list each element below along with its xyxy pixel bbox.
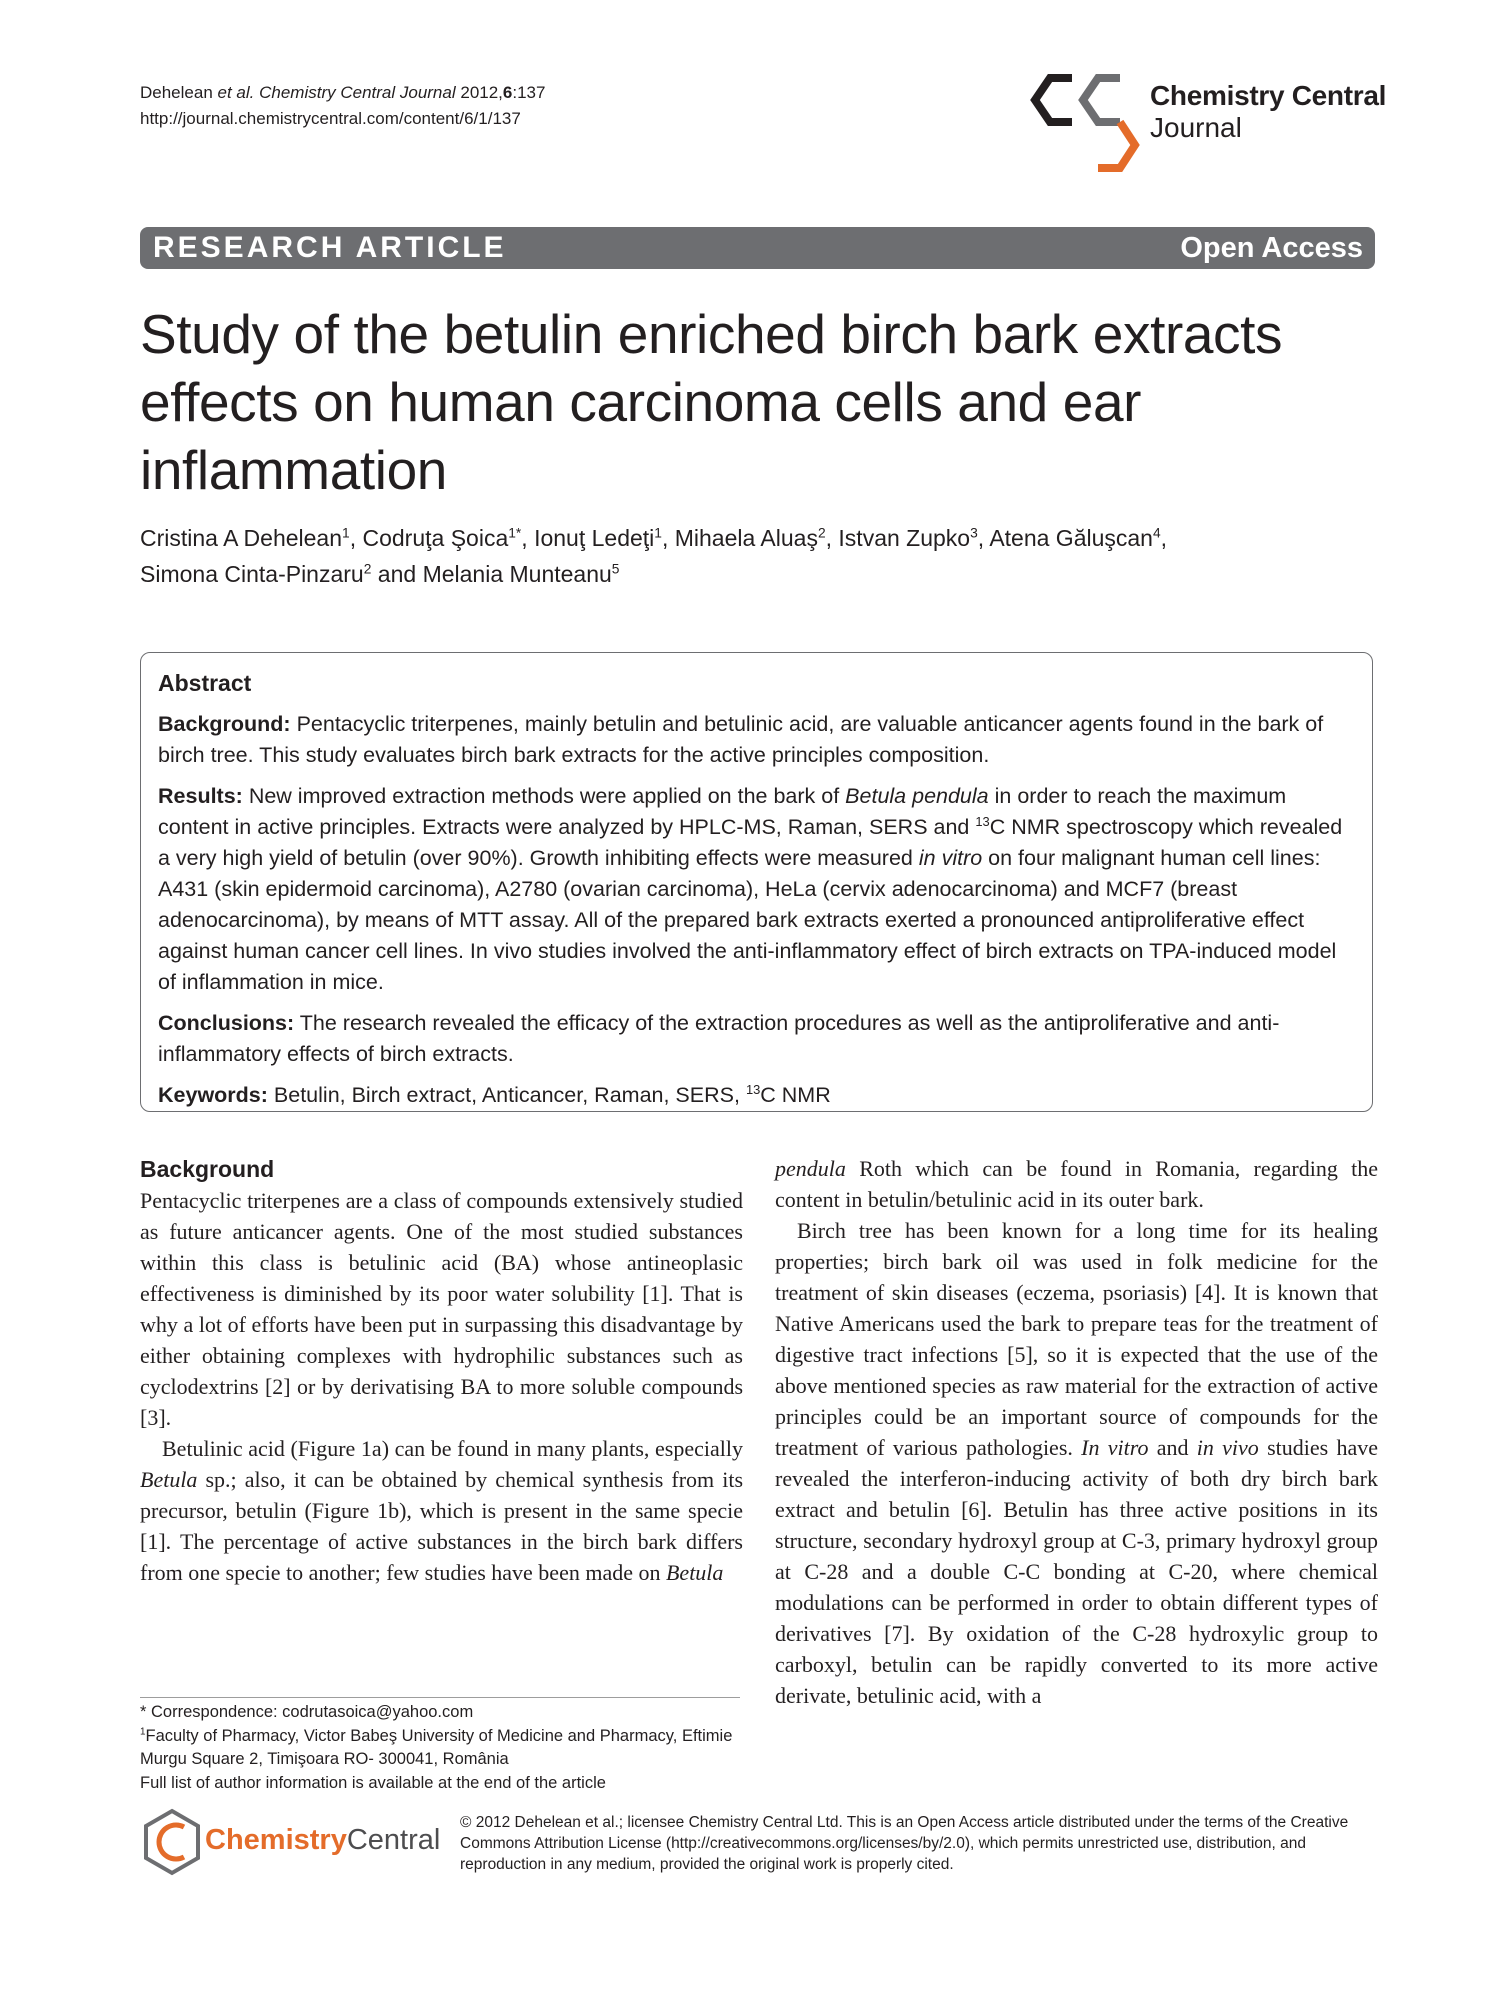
invitro-italic: In vitro xyxy=(1081,1435,1149,1460)
publisher-logo-text xyxy=(205,1824,440,1857)
keywords-text: Betulin, Birch extract, Anticancer, Raman, SERS, xyxy=(273,1083,740,1107)
body-paragraph: Pentacyclic triterpenes are a class of compounds extensively studied as future anticancer agents. One of the most studied substances within this class is betulinic acid (BA) whose antineoplasic effectiveness is diminished by its poor water solubility [1]. That is why a lot of efforts have been put in surpassing this disadvantage by either obtaining complexes with hydrophilic substances such as cyclodextrins [2] or by derivatising BA to more soluble compounds [3]. xyxy=(140,1188,743,1430)
author-separator: , xyxy=(661,525,675,551)
body-text: Birch tree has been known for a long time for its healing properties; birch bark oil was used in folk medicine for the treatment of skin diseases (eczema, psoriasis) [4]. It is known that Native Americans used the bark to prepare teas for the treatment of digestive tract infections [5], so it is expected that the use of the above mentioned species as raw material for the extraction of active principles could be an important source of compounds for the treatment of various pathologies. xyxy=(775,1218,1378,1460)
author-name: Mihaela Aluaş xyxy=(674,525,818,551)
author-name: Melania Munteanu xyxy=(422,561,612,587)
author-separator: , xyxy=(521,525,535,551)
conclusions-label: Conclusions: xyxy=(158,1011,295,1035)
author-separator: , xyxy=(349,525,363,551)
journal-logo-text xyxy=(1150,80,1386,144)
author-name: Codruţa Şoica xyxy=(362,525,509,551)
publisher-name-part2: Central xyxy=(346,1824,441,1856)
abstract-box xyxy=(140,652,1373,1112)
affiliation xyxy=(140,1725,750,1772)
author-list xyxy=(140,520,1380,592)
article-title: Study of the betulin enriched birch bark extracts effects on human carcinoma cells and ear inflammation xyxy=(140,303,1283,501)
body-text: Roth which can be found in Romania, regarding the content in betulin/betulinic acid in its outer bark. xyxy=(775,1156,1379,1212)
background-text: Pentacyclic triterpenes, mainly betulin and betulinic acid, are valuable anticancer agents found in the bark of birch tree. This study evaluates birch bark extracts for the active principles composition. xyxy=(158,712,1324,767)
author-affiliation: 4 xyxy=(1152,525,1161,541)
results-label: Results: xyxy=(158,784,243,808)
results-isotope: 13 xyxy=(975,813,990,829)
body-text: studies have revealed the interferon-inducing activity of both dry birch bark extract and betulin [6]. Betulin has three active positions in its structure, secondary hydroxyl group at C-3, primary hydroxyl group at C-28 and a double C-C bonding at C-20, where chemical modulations can be performed in order to obtain different types of derivatives [7]. By oxidation of the C-28 hydroxylic group to carboxyl, betulin can be rapidly converted to its more active derivate, betulinic acid, with a xyxy=(775,1435,1378,1708)
body-left-column xyxy=(140,1153,743,1588)
abstract-heading: Abstract xyxy=(158,670,252,696)
citation-article: :137 xyxy=(512,83,546,102)
body-text: Betulinic acid (Figure 1a) can be found in many plants, especially xyxy=(162,1436,743,1461)
correspondence: * Correspondence: codrutasoica@yahoo.com xyxy=(140,1703,474,1721)
author-name: Istvan Zupko xyxy=(838,525,971,551)
logo-line2: Journal xyxy=(1150,112,1242,143)
results-text: New improved extraction methods were applied on the bark of xyxy=(248,784,840,808)
open-access-label: Open Access xyxy=(1180,232,1363,264)
results-text: on four malignant human cell lines: A431 (skin epidermoid carcinoma), A2780 (ovarian carcinoma), HeLa (cervix adenocarcinoma) and MCF7 (breast adenocarcinoma), by means of MTT assay. All of the prepared bark extracts exerted a pronounced antiproliferative effect against human cancer cell lines. In vivo studies involved the anti-inflammatory effect of birch extracts on TPA-induced model of inflammation in mice. xyxy=(158,846,1337,994)
author-separator: , xyxy=(825,525,839,551)
author-name: Simona Cinta-Pinzaru xyxy=(140,561,364,587)
results-invitro: in vitro xyxy=(918,846,983,870)
author-affiliation: 2 xyxy=(363,561,372,577)
author-affiliation: 1 xyxy=(654,525,662,541)
species-italic: pendula xyxy=(775,1156,846,1181)
author-separator: , xyxy=(977,525,990,551)
footnote-divider xyxy=(140,1697,740,1698)
background-label: Background: xyxy=(158,712,291,736)
body-text: and xyxy=(1156,1435,1189,1460)
author-affiliation: 1 xyxy=(342,525,350,541)
author-affiliation: 1* xyxy=(508,525,522,541)
citation-header xyxy=(140,80,545,132)
author-name: Ionuţ Ledeţi xyxy=(534,525,655,551)
author-separator: , xyxy=(1160,525,1168,551)
author-affiliation: 3 xyxy=(970,525,978,541)
results-text: in order to reach the maximum content in active principles. Extracts were analyzed by HPLC-MS, Raman, SERS and xyxy=(158,784,1287,839)
author-info-note: Full list of author information is available at the end of the article xyxy=(140,1773,606,1792)
invivo-italic: in vivo xyxy=(1196,1435,1259,1460)
body-paragraph xyxy=(775,1215,1378,1711)
body-paragraph xyxy=(140,1433,743,1588)
body-paragraph xyxy=(775,1153,1378,1215)
abstract-conclusions xyxy=(158,1008,1355,1070)
footnote xyxy=(140,1701,750,1795)
logo-line1: Chemistry Central xyxy=(1150,80,1387,111)
license-text: © 2012 Dehelean et al.; licensee Chemistry Central Ltd. This is an Open Access article distributed under the terms of the Creative Commons Attribution License (http://creativecommons.org/licenses/by/2.0), which permits unrestricted use, distribution, and reproduction in any medium, provided the original work is properly cited. xyxy=(460,1814,1349,1873)
article-type-banner xyxy=(140,227,1375,269)
species-italic: Betula xyxy=(665,1560,724,1585)
article-url[interactable]: http://journal.chemistrycentral.com/content/6/1/137 xyxy=(140,109,521,128)
publisher-name-part1: Chemistry xyxy=(205,1824,347,1856)
citation-volume: 6 xyxy=(502,83,513,102)
conclusions-text: The research revealed the efficacy of the extraction procedures as well as the antiproliferative and anti-inflammatory effects of birch extracts. xyxy=(158,1011,1280,1066)
citation-authors: Dehelean xyxy=(140,83,213,102)
author-separator: and xyxy=(371,561,423,587)
author-affiliation: 2 xyxy=(817,525,826,541)
species-italic: Betula xyxy=(140,1467,198,1492)
body-text: sp.; also, it can be obtained by chemical synthesis from its precursor, betulin (Figure 1b), which is present in the same specie [1]. The percentage of active substances in the birch bark differs from one specie to another; few studies have been made on xyxy=(140,1467,744,1585)
keywords-isotope: 13 xyxy=(745,1081,761,1097)
section-heading-background: Background xyxy=(140,1156,275,1182)
affiliation-number: 1 xyxy=(140,1726,146,1737)
author-affiliation: 5 xyxy=(611,561,620,577)
article-type: RESEARCH ARTICLE xyxy=(153,231,507,264)
citation-year: 2012, xyxy=(460,83,503,102)
keywords-tail: C NMR xyxy=(760,1083,831,1107)
author-name: Atena Găluşcan xyxy=(989,525,1153,551)
citation-line xyxy=(140,80,545,106)
citation-journal: Chemistry Central Journal xyxy=(259,83,456,102)
body-right-column xyxy=(775,1153,1378,1711)
author-name: Cristina A Dehelean xyxy=(140,525,343,551)
affiliation-text: Faculty of Pharmacy, Victor Babeş University of Medicine and Pharmacy, Eftimie Murgu Square 2, Timişoara RO- 300041, România xyxy=(140,1726,733,1768)
keywords-label: Keywords: xyxy=(158,1083,268,1107)
abstract-keywords xyxy=(158,1080,1355,1111)
results-species: Betula pendula xyxy=(845,784,989,808)
abstract-background xyxy=(158,709,1355,771)
citation-etal: et al. xyxy=(217,83,255,102)
abstract-results xyxy=(158,781,1355,998)
results-text: C NMR spectroscopy which revealed a very high yield of betulin (over 90%). Growth inhibiting effects were measured xyxy=(158,815,1343,870)
